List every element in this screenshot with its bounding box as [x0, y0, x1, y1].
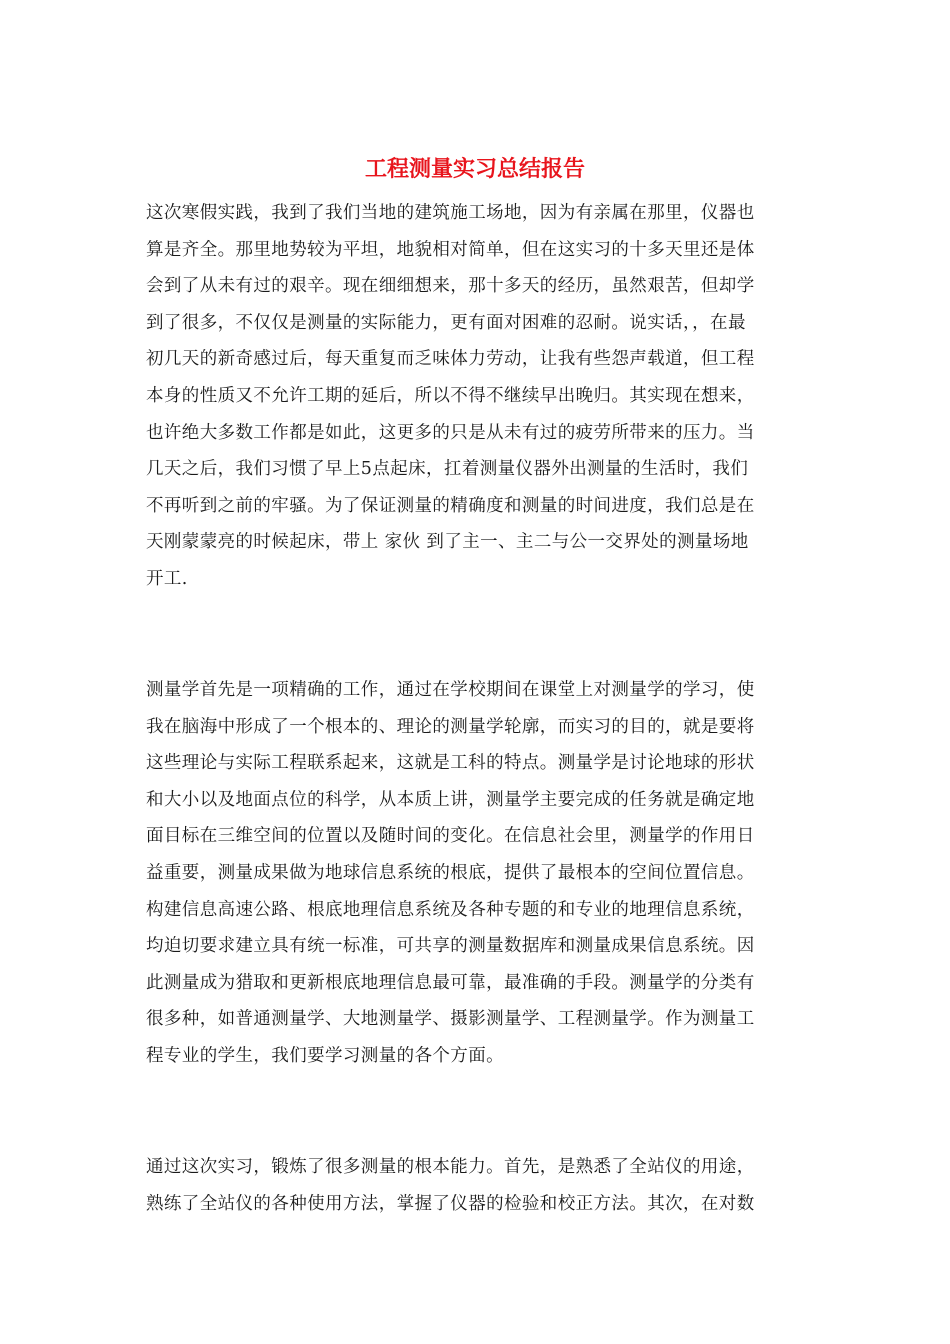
paragraph-3 [146, 1149, 806, 1222]
paragraph-2 [146, 672, 806, 1075]
text-line: 不再听到之前的牢骚。为了保证测量的精确度和测量的时间进度，我们总是在 [146, 495, 755, 516]
text-line: 算是齐全。那里地势较为平坦，地貌相对简单，但在这实习的十多天里还是体 [146, 239, 755, 260]
text-line: 通过这次实习，锻炼了很多测量的根本能力。首先，是熟悉了全站仪的用途， [146, 1157, 755, 1177]
text-line: 程专业的学生，我们要学习测量的各个方面。 [146, 1045, 504, 1066]
text-line: 益重要，测量成果做为地球信息系统的根底，提供了最根本的空间位置信息。 [146, 862, 755, 883]
text-line: 天刚蒙蒙亮的时候起床，带上 家伙 到了主一、主二与公一交界处的测量场地 [146, 532, 749, 553]
text-line: 这些理论与实际工程联系起来，这就是工科的特点。测量学是讨论地球的形状 [146, 753, 755, 774]
text-line: 此测量成为猎取和更新根底地理信息最可靠，最准确的手段。测量学的分类有 [146, 972, 755, 993]
paragraph-1 [146, 195, 806, 598]
text-line: 初几天的新奇感过后，每天重复而乏味体力劳动，让我有些怨声载道，但工程 [146, 349, 755, 370]
text-line: 均迫切要求建立具有统一标准，可共享的测量数据库和测量成果信息系统。因 [146, 936, 755, 957]
text-line: 也许绝大多数工作都是如此，这更多的只是从未有过的疲劳所带来的压力。当 [146, 422, 755, 443]
text-line: 开工. [146, 568, 188, 589]
text-line: 面目标在三维空间的位置以及随时间的变化。在信息社会里，测量学的作用日 [146, 826, 755, 847]
text-line: 测量学首先是一项精确的工作，通过在学校期间在课堂上对测量学的学习，使 [146, 680, 755, 700]
text-line: 本身的性质又不允许工期的延后，所以不得不继续早出晚归。其实现在想来， [146, 385, 755, 406]
text-line: 熟练了全站仪的各种使用方法，掌握了仪器的检验和校正方法。其次，在对数 [146, 1193, 755, 1214]
text-line: 到了很多，不仅仅是测量的实际能力，更有面对困难的忍耐。说实话，，在最 [146, 312, 746, 333]
text-line: 很多种，如普通测量学、大地测量学、摄影测量学、工程测量学。作为测量工 [146, 1009, 755, 1030]
text-line: 我在脑海中形成了一个根本的、理论的测量学轮廓，而实习的目的，就是要将 [146, 716, 755, 737]
document-title: 工程测量实习总结报告 [364, 156, 585, 182]
text-line: 会到了从未有过的艰辛。现在细细想来，那十多天的经历，虽然艰苦，但却学 [146, 276, 755, 297]
text-line: 几天之后，我们习惯了早上5点起床，扛着测量仪器外出测量的生活时，我们 [146, 459, 749, 480]
text-line: 这次寒假实践，我到了我们当地的建筑施工场地，因为有亲属在那里，仪器也 [146, 203, 755, 223]
text-line: 构建信息高速公路、根底地理信息系统及各种专题的和专业的地理信息系统， [146, 899, 755, 920]
text-line: 和大小以及地面点位的科学，从本质上讲，测量学主要完成的任务就是确定地 [146, 789, 755, 810]
